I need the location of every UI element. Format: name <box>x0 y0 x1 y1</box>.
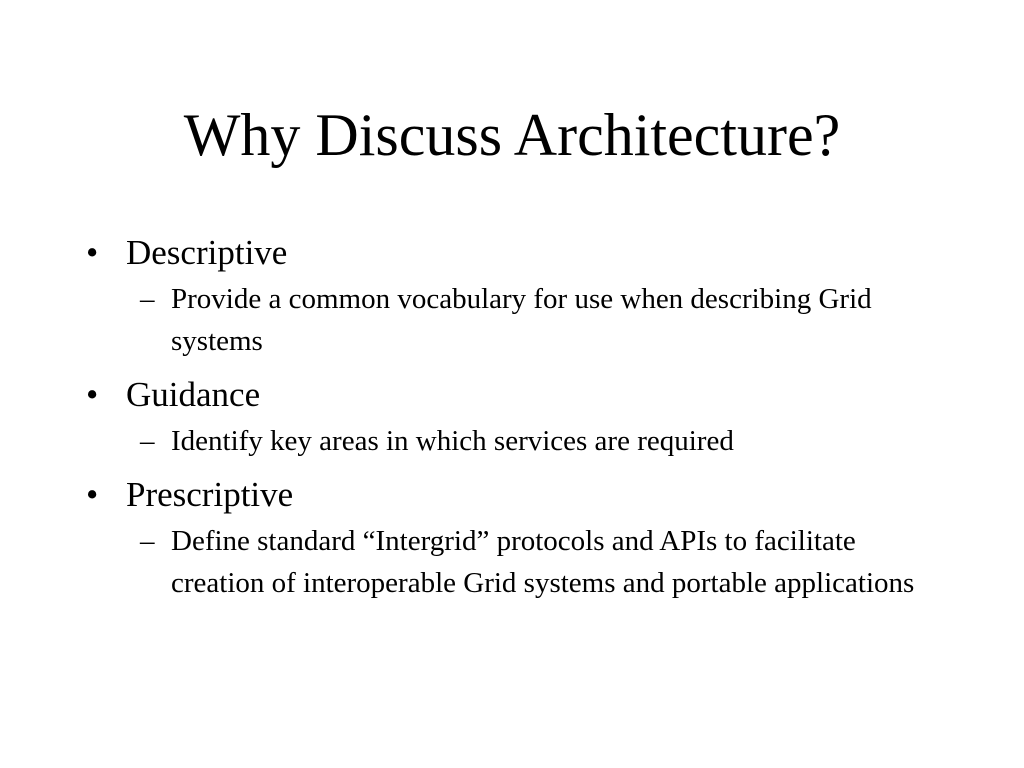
bullet-heading: Guidance <box>126 375 261 414</box>
bullet-icon: • <box>86 475 99 514</box>
bullet-item-descriptive <box>86 228 946 278</box>
sub-bullet-text: Define standard “Intergrid” protocols and APIs to facilitate creation of interoperable Grid systems and portable applications <box>171 525 915 599</box>
bullet-icon: • <box>86 375 99 414</box>
dash-icon: – <box>140 425 155 457</box>
slide-title: Why Discuss Architecture? <box>183 102 841 168</box>
bullet-heading: Descriptive <box>126 233 288 272</box>
dash-icon: – <box>140 283 155 315</box>
sub-bullet-item <box>86 420 946 462</box>
bullet-heading: Prescriptive <box>126 475 294 514</box>
bullet-list <box>86 228 946 612</box>
sub-bullet-text: Provide a common vocabulary for use when describing Grid systems <box>171 283 872 357</box>
sub-bullet-item <box>86 520 946 604</box>
bullet-item-prescriptive <box>86 470 946 520</box>
dash-icon: – <box>140 525 155 557</box>
sub-bullet-item <box>86 278 946 362</box>
bullet-item-guidance <box>86 370 946 420</box>
sub-bullet-text: Identify key areas in which services are required <box>171 425 734 457</box>
bullet-icon: • <box>86 233 99 272</box>
